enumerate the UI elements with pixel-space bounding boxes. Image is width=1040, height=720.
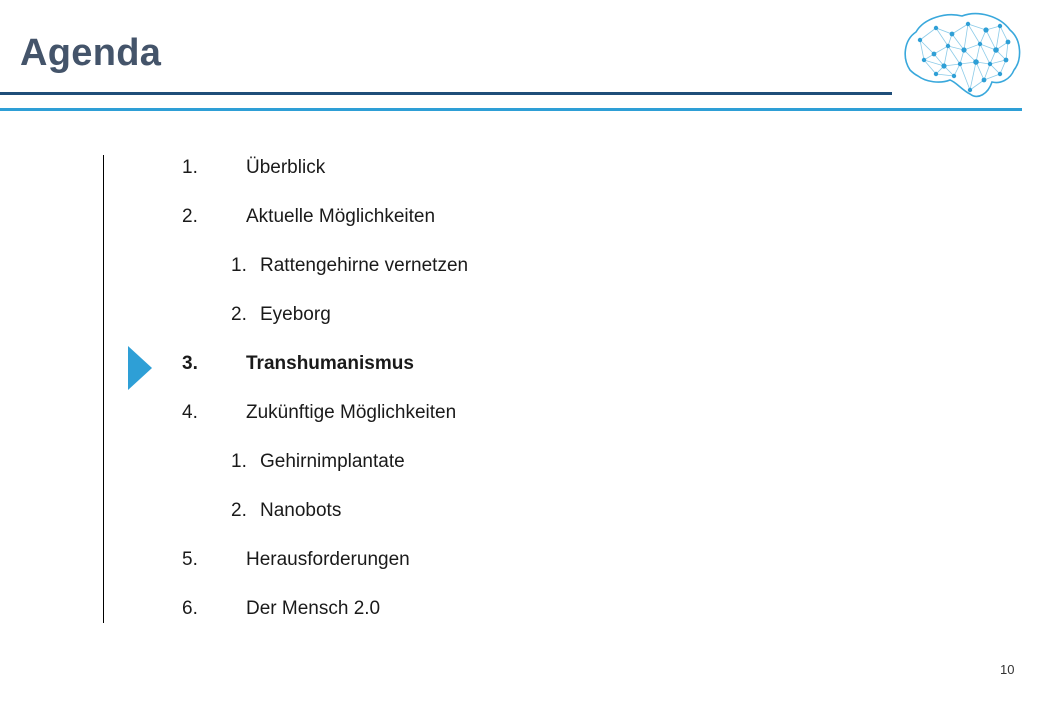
agenda-item-label: Transhumanismus bbox=[246, 353, 414, 374]
agenda-item-number: 2. bbox=[182, 206, 198, 227]
agenda-subitem-label: Gehirnimplantate bbox=[260, 451, 405, 472]
agenda-item[interactable] bbox=[182, 153, 702, 202]
title-underline-dark bbox=[0, 92, 892, 95]
agenda-subitem[interactable] bbox=[182, 496, 702, 545]
agenda-item[interactable] bbox=[182, 545, 702, 594]
agenda-item-number: 4. bbox=[182, 402, 198, 423]
agenda-item[interactable] bbox=[182, 594, 702, 643]
agenda-item-label: Herausforderungen bbox=[246, 549, 410, 570]
agenda-subitem-label: Eyeborg bbox=[260, 304, 331, 325]
agenda-item[interactable] bbox=[182, 202, 702, 251]
agenda-subitem-label: Nanobots bbox=[260, 500, 342, 521]
brain-network-icon bbox=[900, 10, 1024, 102]
agenda-subitem-label: Rattengehirne vernetzen bbox=[260, 255, 469, 276]
title-underline-light bbox=[0, 108, 1022, 111]
agenda-list bbox=[182, 153, 702, 643]
agenda-subitem-number: 1. bbox=[231, 255, 247, 276]
page-number: 10 bbox=[1000, 662, 1015, 677]
agenda-subitem-number: 2. bbox=[231, 500, 247, 521]
agenda-item-label: Aktuelle Möglichkeiten bbox=[246, 206, 436, 227]
agenda-item-label: Überblick bbox=[246, 157, 326, 178]
agenda-subitem-number: 1. bbox=[231, 451, 247, 472]
agenda-item-label: Zukünftige Möglichkeiten bbox=[246, 402, 457, 423]
agenda-item[interactable] bbox=[182, 398, 702, 447]
slide-title: Agenda bbox=[20, 32, 162, 74]
agenda-item-label: Der Mensch 2.0 bbox=[246, 598, 381, 619]
agenda-subitem[interactable] bbox=[182, 447, 702, 496]
agenda-item-number: 3. bbox=[182, 353, 198, 374]
agenda-divider-line bbox=[103, 155, 104, 623]
agenda-item-current[interactable] bbox=[182, 349, 702, 398]
agenda-item-number: 6. bbox=[182, 598, 198, 619]
agenda-item-number: 5. bbox=[182, 549, 198, 570]
agenda-subitem[interactable] bbox=[182, 251, 702, 300]
current-section-marker-icon bbox=[128, 346, 152, 390]
agenda-subitem-number: 2. bbox=[231, 304, 247, 325]
agenda-item-number: 1. bbox=[182, 157, 198, 178]
agenda-subitem[interactable] bbox=[182, 300, 702, 349]
